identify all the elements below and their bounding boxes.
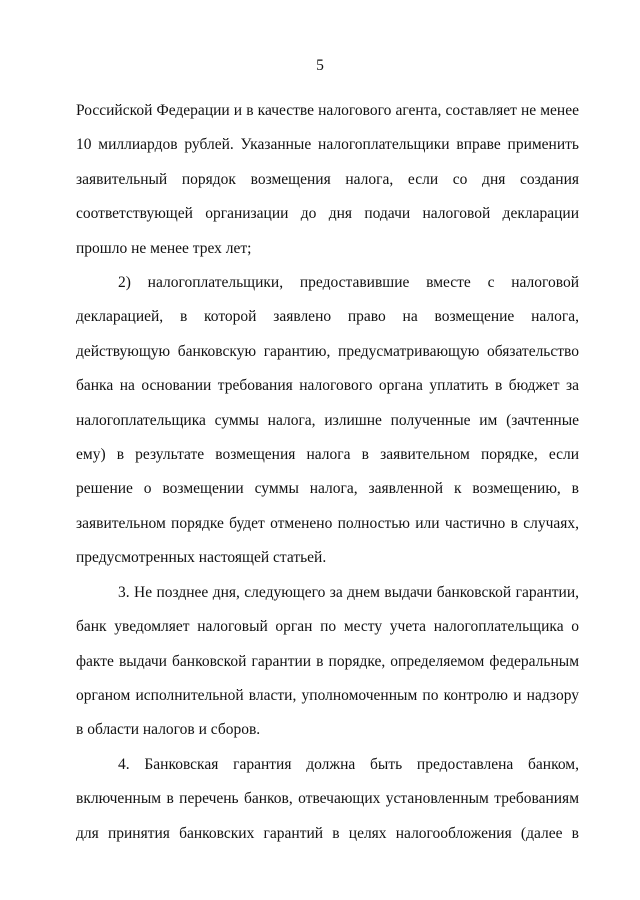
page-number: 5 bbox=[316, 57, 324, 74]
paragraph-3: 3. Не позднее дня, следующего за днем выдачи банковской гарантии, банк уведомляет налоговый орган по месту учета налогоплательщика о факте выдачи банковской гарантии в порядке, определяемом федеральным органом исполнительной власти, уполномоченным по контролю и надзору в области налогов и сборов. bbox=[76, 583, 579, 739]
paragraph-4: 4. Банковская гарантия должна быть предоставлена банком, включенным в перечень банков, отвечающих установленным требованиям для принятия банковских гарантий в целях налогообложения (далее в bbox=[76, 755, 579, 842]
paragraph-continuation: Российской Федерации и в качестве налогового агента, составляет не менее 10 миллиардов рублей. Указанные налогоплательщики вправе применить заявительный порядок возмещения налога, если со дня создания соответствующей организации до дня подачи налоговой декларации прошло не менее трех лет; bbox=[76, 102, 579, 257]
paragraph-item-2: 2) налогоплательщики, предоставившие вместе с налоговой декларацией, в которой заявлено право на возмещение налога, действующую банковскую гарантию, предусматривающую обязательство банка на основании требования налогового органа уплатить в бюджет за налогоплательщика суммы налога, излишне полученные им (зачтенные ему) в результате возмещения налога в заявительном порядке, если решение о возмещении суммы налога, заявленной к возмещению, в заявительном порядке будет отменено полностью или частично в случаях, предусмотренных настоящей статьей. bbox=[76, 274, 579, 567]
document-body bbox=[76, 94, 579, 851]
